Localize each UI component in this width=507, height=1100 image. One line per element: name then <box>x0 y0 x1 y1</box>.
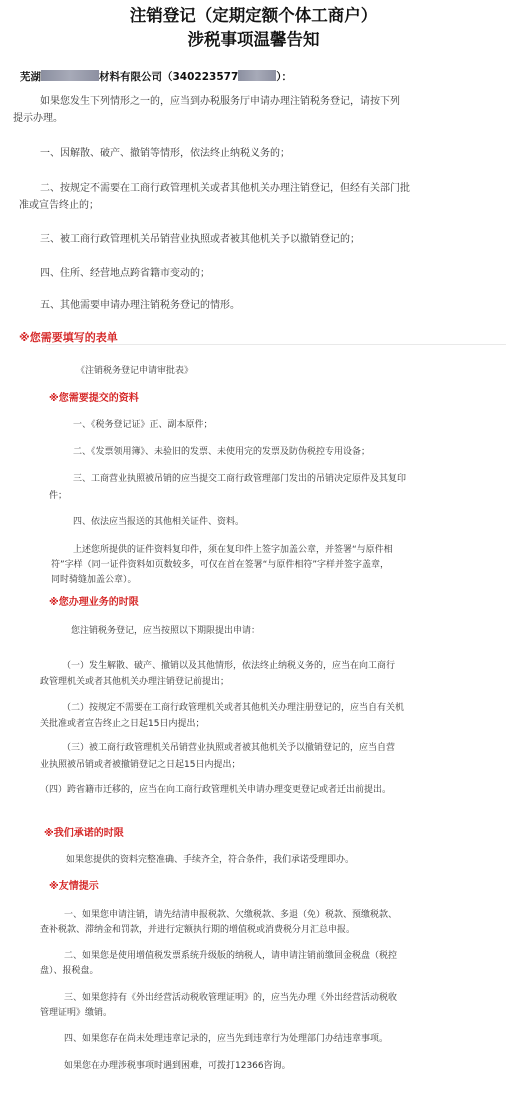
materials-heading: ※您需要提交的资料 <box>49 393 139 404</box>
tip-3-cont: 管理证明》缴销。 <box>40 1008 113 1018</box>
material-3-cont: 件； <box>49 491 68 501</box>
tip-2-cont: 盘）、报税盘。 <box>40 966 99 976</box>
deadline-intro: 您注销税务登记，应当按照以下期限提出申请： <box>71 626 261 636</box>
redacted-tax-id <box>238 70 276 81</box>
situation-5: 五、其他需要申请办理注销税务登记的情形。 <box>40 300 240 311</box>
tip-1-cont: 查补税款、滞纳金和罚款，并进行定额执行期的增值税或消费税分月汇总申报。 <box>40 925 356 935</box>
materials-note-1: 上述您所提供的证件资料复印件，须在复印件上签字加盖公章，并签署“与原件相 <box>73 545 393 555</box>
deadline-3: （三）被工商行政管理机关吊销营业执照或者被其他机关予以撤销登记的，应当自营 <box>62 743 396 753</box>
divider <box>46 344 506 345</box>
material-3: 三、工商营业执照被吊销的应当提交工商行政管理部门发出的吊销决定原件及其复印 <box>73 474 407 484</box>
page-subtitle: 涉税事项温馨告知 <box>187 30 320 49</box>
materials-note-3: 同时骑缝加盖公章）。 <box>51 575 137 585</box>
addressee <box>20 70 292 84</box>
material-4: 四、依法应当报送的其他相关证件、资料。 <box>73 517 245 527</box>
materials-note-2: 符”字样（同一证件资料如页数较多，可仅在首在签署“与原件相符”字样并签字盖章， <box>51 560 389 570</box>
promise-heading: ※我们承诺的时限 <box>44 828 124 839</box>
tip-hotline: 如果您在办理涉税事项时遇到困难，可拨打12366咨询。 <box>64 1061 291 1071</box>
deadline-4: （四）跨省籍市迁移的，应当在向工商行政管理机关申请办理变更登记或者迁出前提出。 <box>40 785 392 795</box>
promise-text: 如果您提供的资料完整准确、手续齐全，符合条件，我们承诺受理即办。 <box>66 855 355 865</box>
deadline-1: （一）发生解散、破产、撤销以及其他情形，依法终止纳税义务的，应当在向工商行 <box>62 661 396 671</box>
situation-2-cont: 准或宣告终止的； <box>19 200 99 211</box>
situation-1: 一、因解散、破产、撤销等情形，依法终止纳税义务的； <box>40 148 290 159</box>
situation-2: 二、按规定不需要在工商行政管理机关或者其他机关办理注销登记，但经有关部门批 <box>40 183 410 194</box>
deadline-2: （二）按规定不需要在工商行政管理机关或者其他机关办理注册登记的，应当自有关机 <box>62 703 405 713</box>
intro-line-2: 提示办理。 <box>13 113 63 124</box>
situation-3: 三、被工商行政管理机关吊销营业执照或者被其他机关予以撤销登记的； <box>40 234 360 245</box>
page-title: 注销登记（定期定额个体工商户） <box>129 6 378 25</box>
addressee-prefix: 芜湖 <box>20 71 41 83</box>
addressee-company-suffix: 材料有限公司（340223577 <box>99 71 239 83</box>
tip-2: 二、如果您是使用增值税发票系统升级版的纳税人，请申请注销前缴回金税盘（税控 <box>64 951 398 961</box>
tips-heading: ※友情提示 <box>49 881 99 892</box>
deadline-1-cont: 政管理机关或者其他机关办理注销登记前提出； <box>40 677 230 687</box>
tip-1: 一、如果您申请注销，请先结清申报税款、欠缴税款、多退（免）税款、预缴税款、 <box>64 910 398 920</box>
deadline-heading: ※您办理业务的时限 <box>49 597 139 608</box>
material-2: 二、《发票领用簿》、未验旧的发票、未使用完的发票及防伪税控专用设备； <box>73 447 371 457</box>
form-item: 《注销税务登记申请审批表》 <box>76 366 194 376</box>
intro-line-1: 如果您发生下列情形之一的，应当到办税服务厅申请办理注销税务登记，请按下列 <box>40 96 400 107</box>
situation-4: 四、住所、经营地点跨省籍市变动的； <box>40 268 210 279</box>
tip-3: 三、如果您持有《外出经营活动税收管理证明》的，应当先办理《外出经营活动税收 <box>64 993 398 1003</box>
redacted-company-name <box>41 70 99 81</box>
deadline-2-cont: 关批准或者宣告终止之日起15日内提出； <box>40 719 205 729</box>
addressee-close: ）： <box>276 71 293 83</box>
material-1: 一、《税务登记证》正、副本原件； <box>73 420 213 430</box>
forms-heading: ※您需要填写的表单 <box>19 331 118 344</box>
deadline-3-cont: 业执照被吊销或者被撤销登记之日起15日内提出； <box>40 760 241 770</box>
tip-4: 四、如果您存在尚未处理违章记录的，应当先到违章行为处理部门办结违章事项。 <box>64 1034 389 1044</box>
